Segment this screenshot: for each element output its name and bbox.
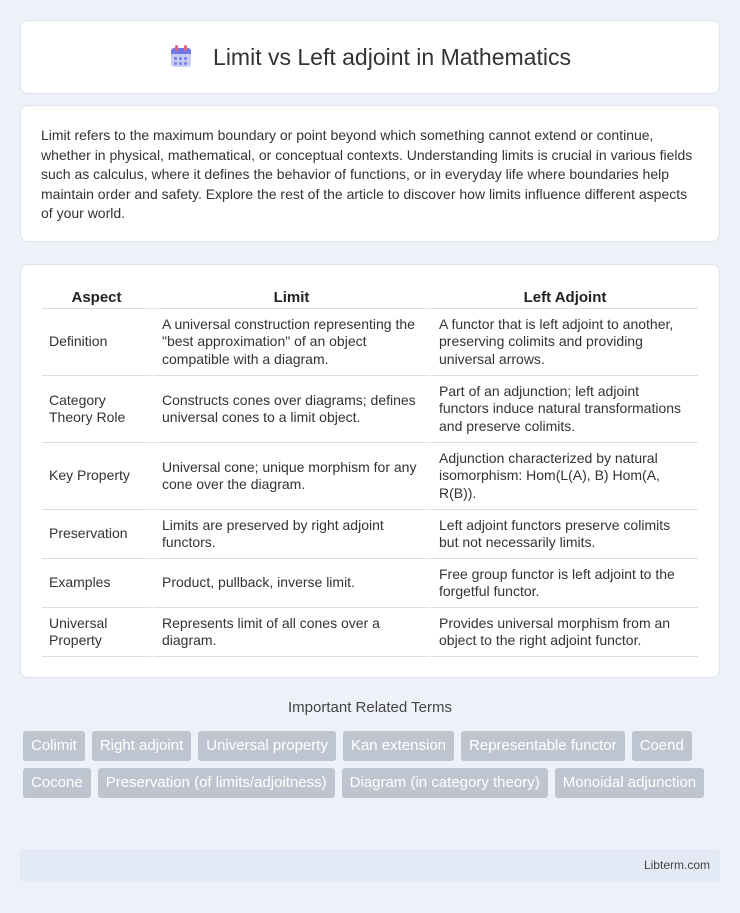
table-cell: Constructs cones over diagrams; defines universal cones to a limit object.: [151, 376, 428, 443]
table-header-row: [42, 285, 698, 309]
page-title: Limit vs Left adjoint in Mathematics: [213, 43, 571, 70]
table-row: [42, 376, 698, 443]
related-term-tag[interactable]: Colimit: [23, 731, 85, 761]
table-cell: Adjunction characterized by natural isomorphism: Hom(L(A), B) Hom(A, R(B)).: [428, 443, 698, 510]
related-terms-list: [23, 731, 723, 798]
table-cell: Preservation: [42, 510, 151, 559]
table-cell: Universal cone; unique morphism for any cone over the diagram.: [151, 443, 428, 510]
column-header-left-adjoint: Left Adjoint: [428, 285, 698, 309]
comparison-card: [20, 264, 720, 678]
table-row: [42, 608, 698, 657]
table-cell: Left adjoint functors preserve colimits but not necessarily limits.: [428, 510, 698, 559]
column-header-aspect: Aspect: [42, 285, 151, 309]
related-term-tag[interactable]: Coend: [632, 731, 692, 761]
intro-card: [20, 105, 720, 242]
table-cell: Universal Property: [42, 608, 151, 657]
related-term-tag[interactable]: Diagram (in category theory): [342, 768, 548, 798]
table-row: [42, 443, 698, 510]
table-cell: Definition: [42, 309, 151, 376]
table-cell: Category Theory Role: [42, 376, 151, 443]
table-cell: A functor that is left adjoint to another, preserving colimits and providing universal arrows.: [428, 309, 698, 376]
table-cell: Key Property: [42, 443, 151, 510]
table-cell: Limits are preserved by right adjoint functors.: [151, 510, 428, 559]
table-cell: Provides universal morphism from an object to the right adjoint functor.: [428, 608, 698, 657]
table-cell: Examples: [42, 559, 151, 608]
footer-site-link[interactable]: Libterm.com: [643, 858, 710, 872]
related-term-tag[interactable]: Representable functor: [461, 731, 625, 761]
table-cell: Product, pullback, inverse limit.: [151, 559, 428, 608]
calendar-icon: [169, 45, 193, 69]
related-term-tag[interactable]: Preservation (of limits/adjoitness): [98, 768, 335, 798]
related-term-tag[interactable]: Universal property: [198, 731, 336, 761]
table-row: [42, 510, 698, 559]
table-cell: Represents limit of all cones over a diagram.: [151, 608, 428, 657]
related-term-tag[interactable]: Right adjoint: [92, 731, 191, 761]
column-header-limit: Limit: [151, 285, 428, 309]
related-term-tag[interactable]: Cocone: [23, 768, 91, 798]
related-term-tag[interactable]: Kan extension: [343, 731, 454, 761]
intro-text: Limit refers to the maximum boundary or point beyond which something cannot extend or continue, whether in physical, mathematical, or conceptual contexts. Understanding limits is crucial in various fields such as calculus, where it defines the behavior of functions, or in everyday life where boundaries help maintain order and safety. Explore the rest of the article to discover how limits influence different aspects of your world.: [41, 127, 693, 221]
table-cell: Free group functor is left adjoint to the forgetful functor.: [428, 559, 698, 608]
table-row: [42, 559, 698, 608]
table-row: [42, 309, 698, 376]
comparison-table: [42, 285, 698, 657]
related-terms-heading: Important Related Terms: [288, 699, 452, 716]
table-cell: Part of an adjunction; left adjoint functors induce natural transformations and preserve colimits.: [428, 376, 698, 443]
related-term-tag[interactable]: Monoidal adjunction: [555, 768, 704, 798]
table-cell: A universal construction representing the "best approximation" of an object compatible with a diagram.: [151, 309, 428, 376]
header-card: [20, 20, 720, 94]
footer: [20, 849, 720, 882]
